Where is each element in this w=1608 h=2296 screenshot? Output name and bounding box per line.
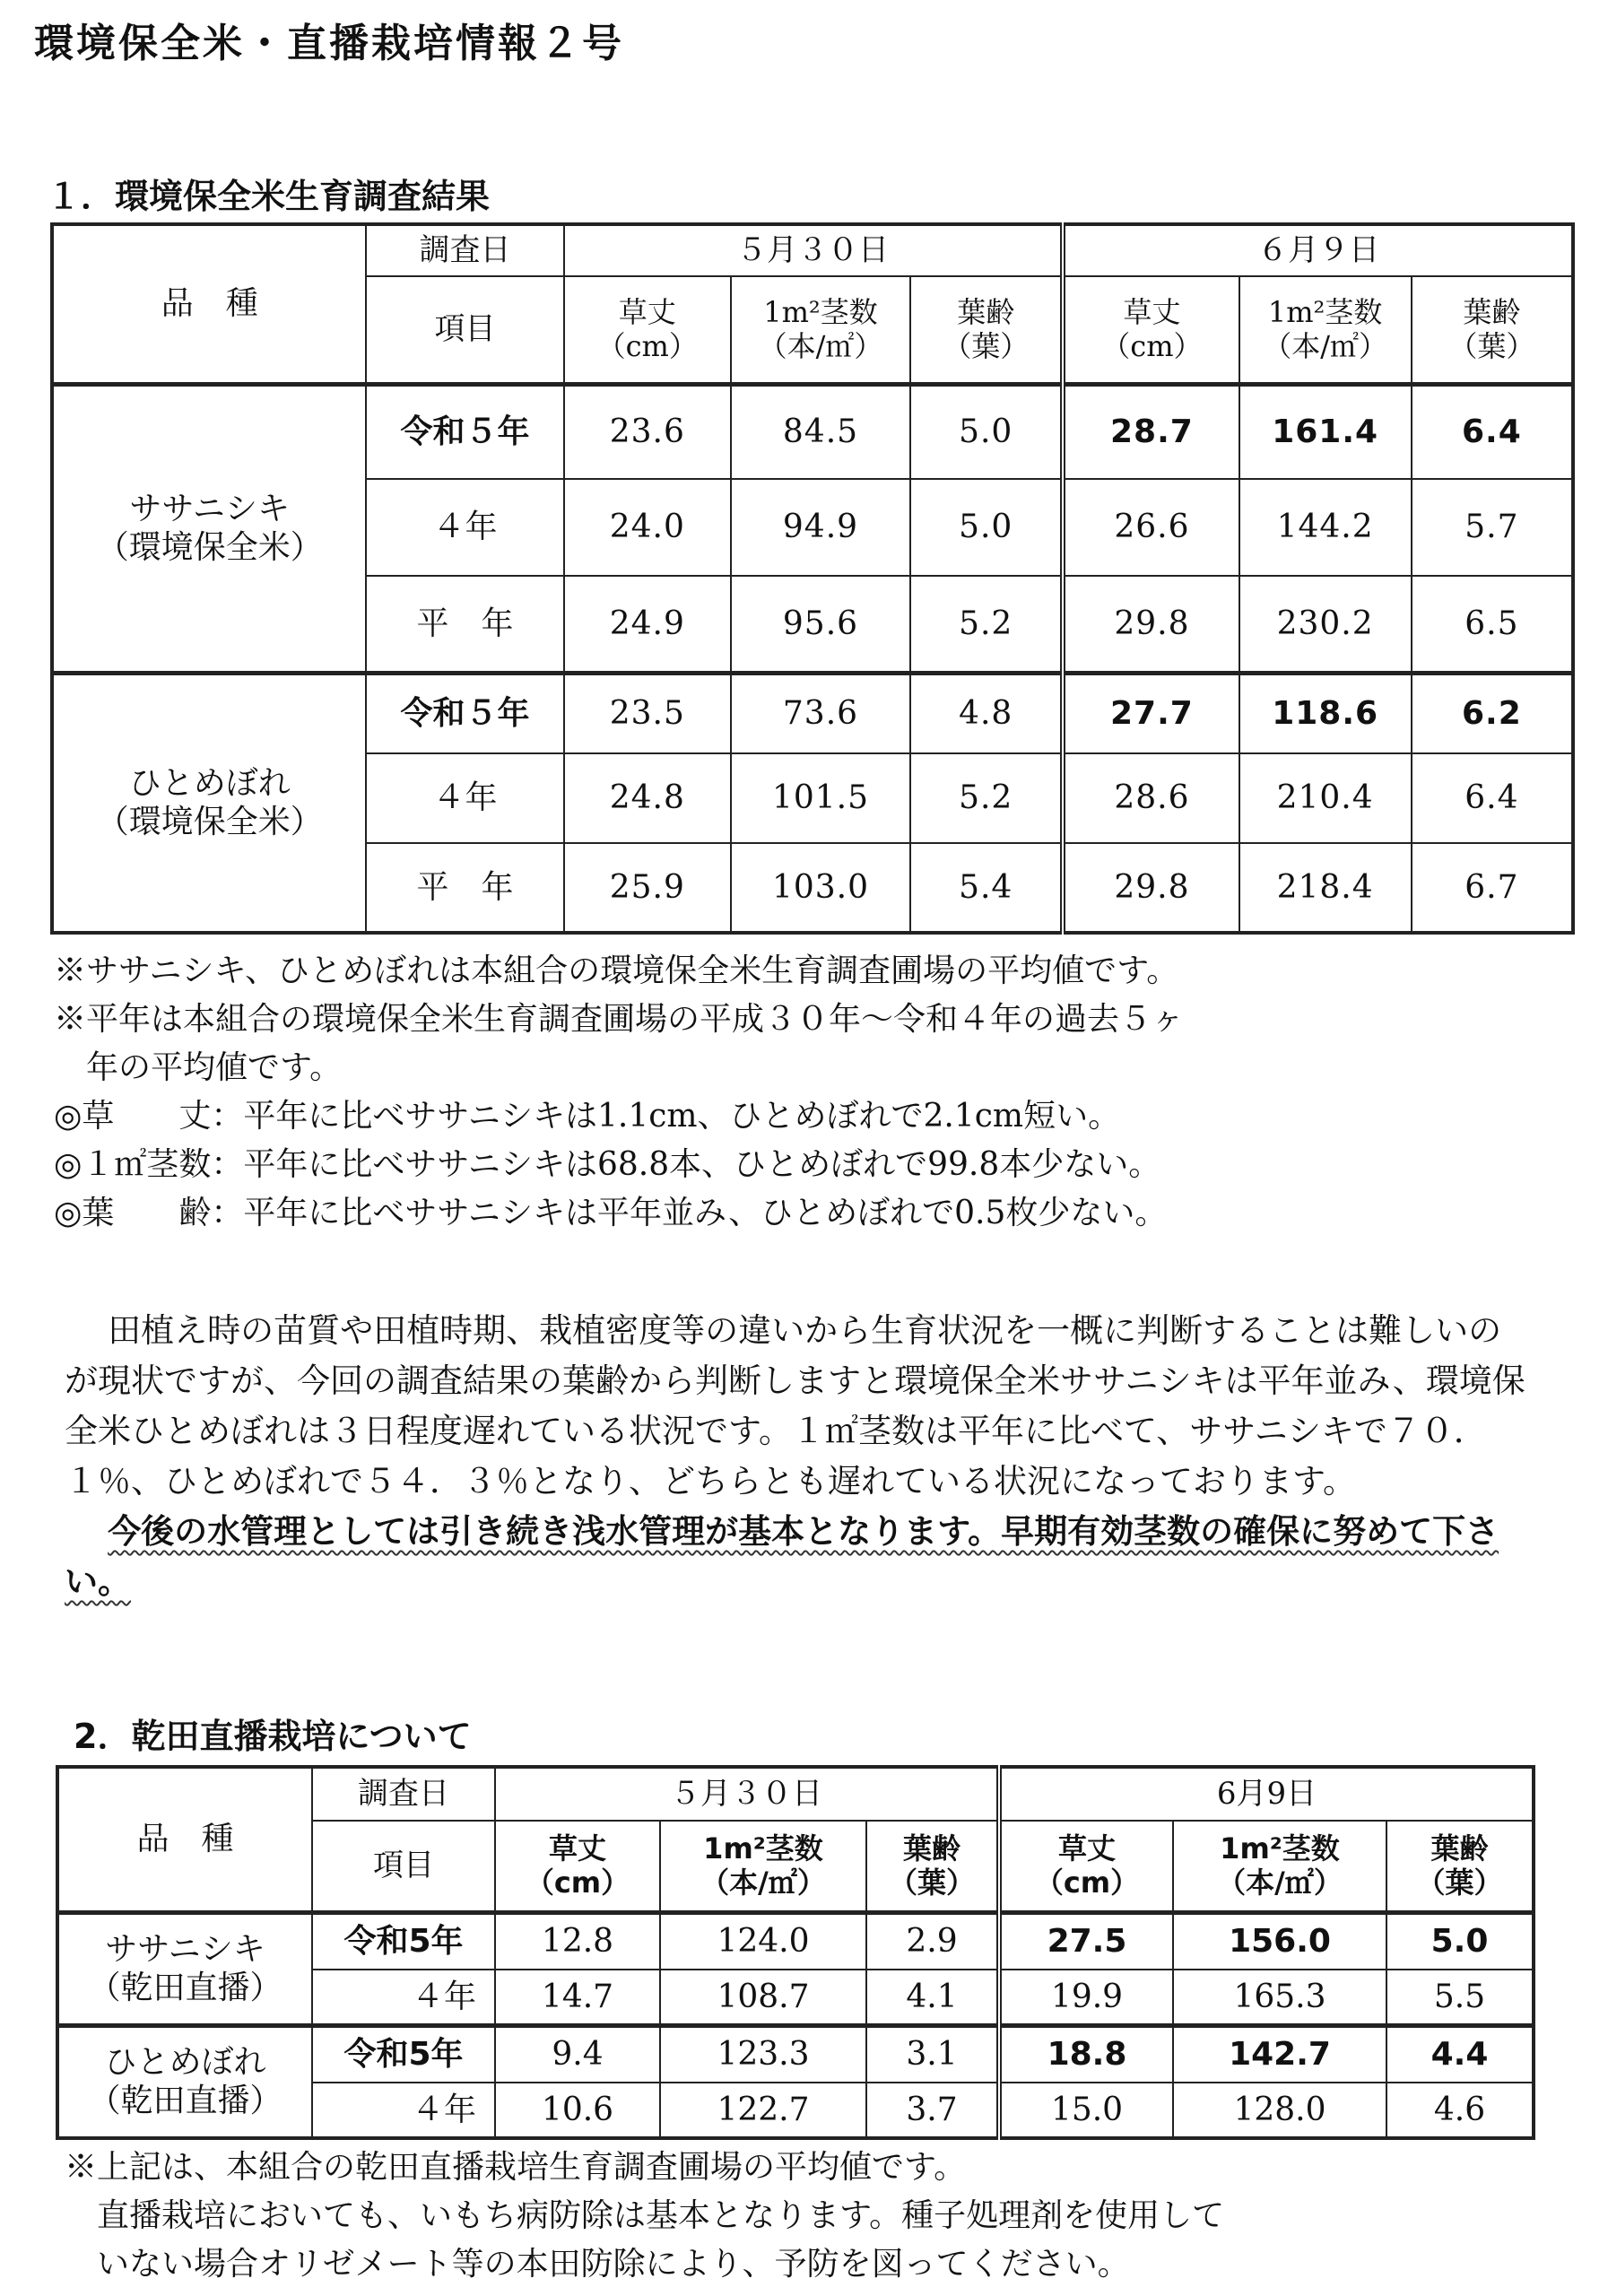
survey-date-label: 調査日 — [312, 1767, 495, 1821]
cell-value: 4.4 — [1386, 2025, 1534, 2083]
note-line: ※上記は、本組合の乾田直播栽培生育調査圃場の平均値です。 — [65, 2149, 967, 2186]
cell-value: 14.7 — [495, 1970, 660, 2025]
cell-value: 4.6 — [1386, 2083, 1534, 2138]
cell-value: 15.0 — [999, 2083, 1173, 2138]
section1-commentary — [65, 1306, 1526, 1607]
cell-value: 3.7 — [866, 2083, 999, 2138]
cell-value: 144.2 — [1239, 479, 1412, 576]
cell-value: 123.3 — [660, 2025, 866, 2083]
cell-value: 10.6 — [495, 2083, 660, 2138]
row-label: ４年 — [312, 1970, 495, 2025]
note-line: ◎草 丈：平年に比べササニシキは1.1cm、ひとめぼれで2.1cm短い。 — [54, 1098, 1121, 1135]
cell-value: 23.5 — [564, 673, 731, 753]
cell-value: 23.6 — [564, 384, 731, 479]
cell-value: 128.0 — [1173, 2083, 1386, 2138]
variety-cell-hitomebore: ひとめぼれ （環境保全米） — [52, 673, 366, 933]
section2-notes — [65, 2144, 1224, 2289]
date-header-may30: ５月３０日 — [564, 224, 1064, 276]
cell-value: 95.6 — [731, 576, 910, 673]
date-header-jun9: ６月９日 — [1063, 224, 1573, 276]
cell-value: 156.0 — [1173, 1912, 1386, 1970]
table-row — [52, 384, 1573, 479]
row-label: 令和5年 — [312, 1912, 495, 1970]
cell-value: 165.3 — [1173, 1970, 1386, 2025]
date-header-may30: ５月３０日 — [495, 1767, 999, 1821]
cell-value: 210.4 — [1239, 753, 1412, 843]
variety-cell-hitomebore: ひとめぼれ （乾田直播） — [57, 2025, 312, 2138]
survey-date-label: 調査日 — [366, 224, 563, 276]
variety-header-cell: 品 種 — [57, 1767, 312, 1912]
row-label: ４年 — [366, 753, 563, 843]
col-stems-jun: 1m²茎数 （本/㎡） — [1239, 276, 1412, 384]
note-line: ◎１㎡茎数：平年に比べササニシキは68.8本、ひとめぼれで99.8本少ない。 — [54, 1146, 1161, 1183]
document-title: 環境保全米・直播栽培情報２号 — [34, 21, 624, 66]
cell-value: 24.9 — [564, 576, 731, 673]
cell-value: 27.5 — [999, 1912, 1173, 1970]
cell-value: 73.6 — [731, 673, 910, 753]
note-line: 直播栽培においても、いもち病防除は基本となります。種子処理剤を使用して — [65, 2197, 1225, 2234]
cell-value: 4.1 — [866, 1970, 999, 2025]
variety-header-cell: 品 種 — [52, 224, 366, 384]
col-leaf-may: 葉齢 （葉） — [866, 1821, 999, 1912]
cell-value: 3.1 — [866, 2025, 999, 2083]
cell-value: 108.7 — [660, 1970, 866, 2025]
cell-value: 6.4 — [1412, 384, 1573, 479]
section2-heading: 2．乾田直播栽培について — [74, 1717, 472, 1756]
cell-value: 24.8 — [564, 753, 731, 843]
cell-value: 29.8 — [1063, 843, 1239, 933]
cell-value: 5.5 — [1386, 1970, 1534, 2025]
cell-value: 6.7 — [1412, 843, 1573, 933]
cell-value: 26.6 — [1063, 479, 1239, 576]
cell-value: 2.9 — [866, 1912, 999, 1970]
cell-value: 27.7 — [1063, 673, 1239, 753]
cell-value: 9.4 — [495, 2025, 660, 2083]
cell-value: 5.2 — [910, 576, 1063, 673]
col-stems-jun: 1m²茎数 （本/㎡） — [1173, 1821, 1386, 1912]
cell-value: 28.7 — [1063, 384, 1239, 479]
col-stems-may: 1m²茎数 （本/㎡） — [660, 1821, 866, 1912]
cell-value: 5.0 — [910, 479, 1063, 576]
table-row — [52, 673, 1573, 753]
variety-cell-sasanishiki: ササニシキ （環境保全米） — [52, 384, 366, 673]
growth-survey-table — [50, 222, 1575, 935]
row-label: 令和5年 — [312, 2025, 495, 2083]
cell-value: 5.0 — [910, 384, 1063, 479]
cell-value: 6.5 — [1412, 576, 1573, 673]
row-label: 令和５年 — [366, 673, 563, 753]
commentary-paragraph: 田植え時の苗質や田植時期、栽植密度等の違いから生育状況を一概に判断することは難しいのが現状ですが、今回の調査結果の葉齢から判断しますと環境保全米ササニシキは平年並み、環境保全米ひとめぼれは３日程度遅れている状況です。１㎡茎数は平年に比べて、ササニシキで７０．１％、ひとめぼれで５４．３％となり、どちらとも遅れている状況になっております。 — [65, 1311, 1525, 1500]
section1-heading: １．環境保全米生育調査結果 — [47, 177, 491, 216]
note-line: 年の平均値です。 — [54, 1049, 343, 1086]
note-line: ※ササニシキ、ひとめぼれは本組合の環境保全米生育調査圃場の平均値です。 — [54, 952, 1179, 989]
cell-value: 142.7 — [1173, 2025, 1386, 2083]
col-stems-may: 1m²茎数 （本/㎡） — [731, 276, 910, 384]
cell-value: 5.2 — [910, 753, 1063, 843]
col-height-jun: 草丈 （cm） — [1063, 276, 1239, 384]
cell-value: 4.8 — [910, 673, 1063, 753]
col-leaf-jun: 葉齢 （葉） — [1386, 1821, 1534, 1912]
note-line: ◎葉 齢：平年に比べササニシキは平年並み、ひとめぼれで0.5枚少ない。 — [54, 1195, 1168, 1231]
cell-value: 94.9 — [731, 479, 910, 576]
cell-value: 25.9 — [564, 843, 731, 933]
col-height-jun: 草丈 （cm） — [999, 1821, 1173, 1912]
cell-value: 5.7 — [1412, 479, 1573, 576]
cell-value: 161.4 — [1239, 384, 1412, 479]
col-height-may: 草丈 （cm） — [564, 276, 731, 384]
col-leaf-jun: 葉齢 （葉） — [1412, 276, 1573, 384]
table-row — [57, 2025, 1534, 2083]
item-label: 項目 — [312, 1821, 495, 1912]
table-row — [57, 1912, 1534, 1970]
row-label: 平 年 — [366, 843, 563, 933]
emphasis-text: 今後の水管理としては引き続き浅水管理が基本となります。早期有効茎数の確保に努めて下さい。 — [65, 1512, 1499, 1601]
col-height-may: 草丈 （cm） — [495, 1821, 660, 1912]
row-label: 令和５年 — [366, 384, 563, 479]
row-label: ４年 — [366, 479, 563, 576]
col-leaf-may: 葉齢 （葉） — [910, 276, 1063, 384]
cell-value: 24.0 — [564, 479, 731, 576]
cell-value: 5.0 — [1386, 1912, 1534, 1970]
cell-value: 230.2 — [1239, 576, 1412, 673]
section1-notes — [54, 947, 1184, 1238]
cell-value: 124.0 — [660, 1912, 866, 1970]
cell-value: 122.7 — [660, 2083, 866, 2138]
cell-value: 19.9 — [999, 1970, 1173, 2025]
row-label: ４年 — [312, 2083, 495, 2138]
note-line: ※平年は本組合の環境保全米生育調査圃場の平成３０年～令和４年の過去５ヶ — [54, 1001, 1185, 1038]
cell-value: 84.5 — [731, 384, 910, 479]
cell-value: 18.8 — [999, 2025, 1173, 2083]
cell-value: 28.6 — [1063, 753, 1239, 843]
cell-value: 6.4 — [1412, 753, 1573, 843]
cell-value: 6.2 — [1412, 673, 1573, 753]
item-label: 項目 — [366, 276, 563, 384]
cell-value: 118.6 — [1239, 673, 1412, 753]
variety-cell-sasanishiki: ササニシキ （乾田直播） — [57, 1912, 312, 2025]
cell-value: 101.5 — [731, 753, 910, 843]
row-label: 平 年 — [366, 576, 563, 673]
cell-value: 5.4 — [910, 843, 1063, 933]
note-line: いない場合オリゼメート等の本田防除により、予防を図ってください。 — [65, 2246, 1130, 2283]
cell-value: 218.4 — [1239, 843, 1412, 933]
direct-seeding-table — [56, 1765, 1535, 2140]
date-header-jun9: 6月9日 — [999, 1767, 1534, 1821]
cell-value: 103.0 — [731, 843, 910, 933]
cell-value: 12.8 — [495, 1912, 660, 1970]
cell-value: 29.8 — [1063, 576, 1239, 673]
